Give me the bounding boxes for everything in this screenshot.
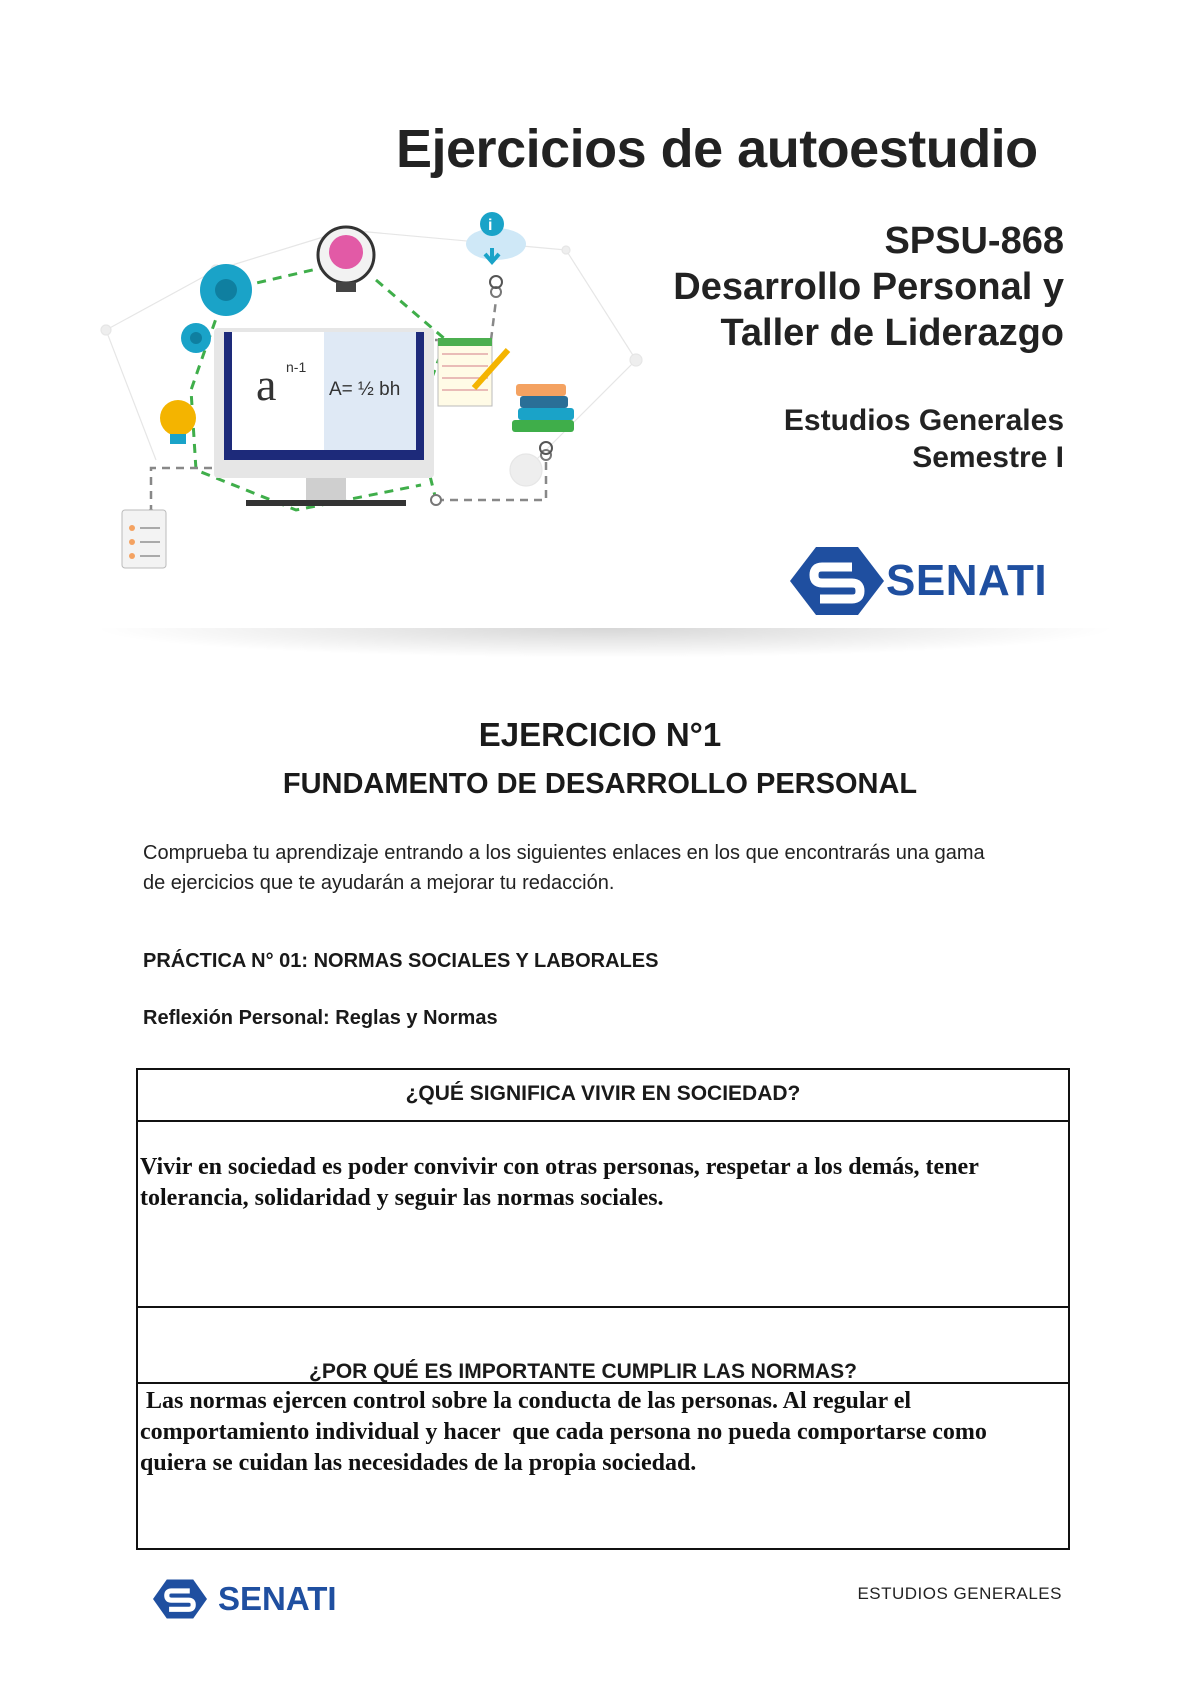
intro-paragraph	[143, 838, 1073, 898]
department-block	[784, 402, 1064, 476]
table-divider	[138, 1306, 1068, 1308]
question-2: ¿POR QUÉ ES IMPORTANTE CUMPLIR LAS NORMAS?	[309, 1360, 857, 1383]
course-code: SPSU-868	[884, 220, 1064, 262]
footer-senati-text: SENATI	[218, 1580, 337, 1617]
svg-text:i: i	[488, 217, 493, 234]
practice-title: PRÁCTICA N° 01: NORMAS SOCIALES Y LABORALES	[143, 950, 659, 972]
formula-exponent: n-1	[286, 359, 307, 375]
course-name-line2: Taller de Liderazgo	[720, 312, 1064, 354]
senati-logo-text: SENATI	[886, 556, 1048, 605]
answer-1	[140, 1152, 1070, 1214]
intro-line2: de ejercicios que te ayudarán a mejorar tu redacción.	[143, 872, 615, 894]
document-title: Ejercicios de autoestudio	[396, 119, 1038, 179]
exercise-subtitle: FUNDAMENTO DE DESARROLLO PERSONAL	[282, 768, 918, 800]
footer-department: ESTUDIOS GENERALES	[857, 1584, 1062, 1603]
formula-area: A= ½ bh	[329, 379, 401, 400]
answer-1-line2: tolerancia, solidaridad y seguir las normas sociales.	[140, 1185, 664, 1211]
answer-1-line1: Vivir en sociedad es poder convivir con otras personas, respetar a los demás, tener	[140, 1154, 979, 1180]
question-1: ¿QUÉ SIGNIFICA VIVIR EN SOCIEDAD?	[405, 1082, 801, 1105]
exercise-title: EJERCICIO N°1	[478, 716, 722, 753]
header-shadow	[90, 628, 1120, 658]
reflection-title: Reflexión Personal: Reglas y Normas	[143, 1007, 498, 1029]
answer-2-line1: Las normas ejercen control sobre la conducta de las personas. Al regular el	[140, 1388, 912, 1414]
course-name-line1: Desarrollo Personal y	[673, 266, 1064, 308]
intro-line1: Comprueba tu aprendizaje entrando a los siguientes enlaces en los que encontrarás una gama	[143, 842, 985, 864]
formula-a: a	[256, 359, 277, 410]
table-divider	[138, 1120, 1068, 1122]
answer-2-line3: quiera se cuidan las necesidades de la propia sociedad.	[140, 1450, 697, 1476]
table-divider	[138, 1382, 1068, 1384]
questions-table	[136, 1068, 1070, 1550]
course-block	[673, 218, 1064, 356]
department-name: Estudios Generales	[783, 404, 1064, 437]
answer-2	[140, 1386, 1070, 1479]
answer-2-line2: comportamiento individual y hacer que cada persona no pueda comportarse como	[140, 1419, 987, 1445]
semester: Semestre I	[912, 441, 1064, 474]
footer-senati-logo-icon	[153, 1576, 207, 1622]
hero-illustration	[96, 210, 656, 630]
